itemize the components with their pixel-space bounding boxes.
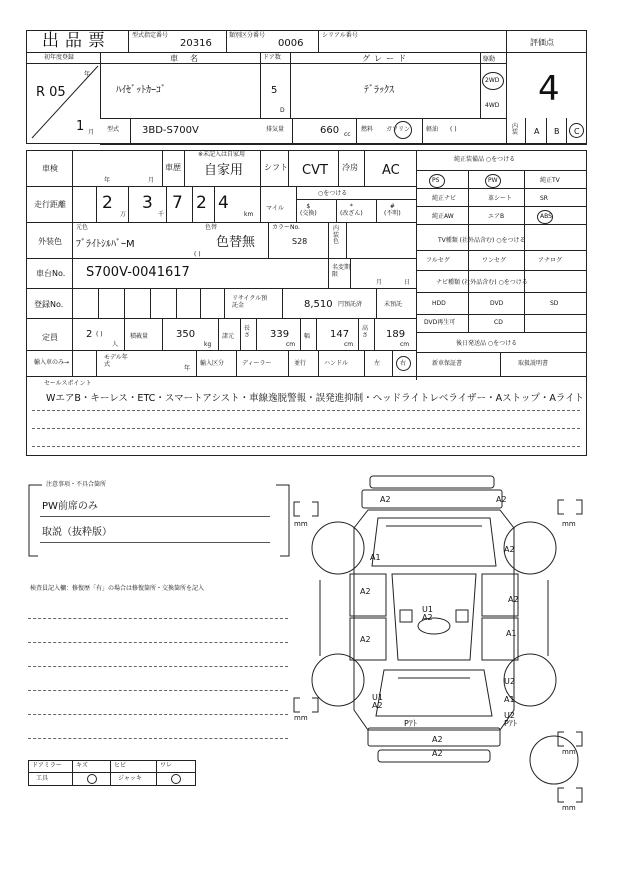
class-value: 0006	[278, 38, 304, 49]
legend-header-2: ヒビ	[114, 762, 127, 769]
drive-4wd: 4WD	[485, 102, 500, 109]
type-value: 3BD-S700V	[142, 125, 199, 136]
notes-bracket	[28, 481, 290, 558]
displacement-label: 排気量	[266, 126, 285, 133]
month-value: 1	[76, 119, 85, 134]
history-value: 自家用	[204, 163, 244, 178]
docs-item-0: 新車保証書	[432, 360, 463, 367]
year-unit: 年	[84, 71, 91, 78]
chassis-value: S700V-0041617	[86, 265, 190, 280]
height-value: 189	[386, 329, 406, 340]
diagram-label-13: A1	[504, 695, 515, 704]
tv-item-2: アナログ	[538, 257, 563, 264]
orig-color-value: ﾌﾞﾗｲﾄｼﾙﾊﾞｰM	[76, 239, 135, 250]
equipment-title: 純正装備品 ○をつける	[454, 156, 516, 163]
width-value: 147	[330, 329, 350, 340]
handle-right: 右	[400, 360, 407, 367]
nav-title: ナビ種類 (社外品含む) ○をつける	[436, 279, 528, 286]
paint-label: 色替	[205, 224, 218, 231]
height-label: 高さ	[362, 325, 369, 340]
load-value: 350	[176, 329, 196, 340]
mm-label-1: mm	[562, 520, 576, 528]
fuel-label: 燃料	[361, 126, 374, 133]
handle-right-circle	[396, 356, 411, 371]
diagram-label-2: A1	[370, 553, 381, 562]
notes-label: 注意事項・不具合箇所	[46, 481, 107, 488]
width-unit: cm	[344, 341, 354, 348]
fuel-gas: ガソリン	[386, 126, 411, 133]
diagram-label-5: A2	[508, 595, 519, 604]
displacement-value: 660	[320, 125, 340, 136]
legend-header-0: ドアミラー	[32, 762, 62, 769]
sales-point-text: WエアB・キーレス・ETC・スマートアシスト・車線逸脱警報・誤発進抑制・ヘッドライトレベライザー・Aストップ・Aライト	[46, 393, 585, 404]
inspection-year: 年	[104, 177, 111, 184]
recycle-unpaid: 未預託	[384, 301, 403, 308]
equipment-item-3: 純正ナビ	[432, 195, 457, 202]
mile-label: マイル	[266, 205, 284, 212]
length-label: 長さ	[244, 325, 251, 340]
height-unit: cm	[400, 341, 410, 348]
diagram-label-10: U1	[372, 693, 383, 702]
color-no-label: カラーNo.	[272, 224, 300, 231]
nav-item-2: SD	[550, 300, 559, 307]
import-type-label: 輸入区分	[200, 360, 225, 367]
fuel-diesel: 軽油	[426, 126, 439, 133]
capacity-extra: ( )	[96, 331, 103, 338]
nav-extra-0: DVD再生可	[424, 319, 456, 326]
equipment-item-2: 純正TV	[540, 177, 560, 184]
circle-note: ○をつける	[318, 190, 348, 197]
diagram-label-14: U2	[504, 711, 515, 720]
chassis-label: 車台No.	[36, 269, 66, 278]
class-label: 類別区分番号	[229, 32, 266, 39]
mileage-unit: km	[244, 211, 254, 218]
nav-item-1: DVD	[490, 300, 504, 307]
doors-sub: D	[280, 107, 285, 114]
month-unit: 月	[88, 129, 95, 136]
equipment-item-1: PW	[488, 177, 498, 184]
docs-item-1: 取扱説明書	[518, 360, 549, 367]
drive-2wd: 2WD	[485, 77, 500, 84]
car-diagram	[286, 470, 592, 820]
fuel-other: ( )	[450, 126, 457, 133]
nav-extra-1: CD	[494, 319, 503, 326]
inspection-month: 月	[148, 177, 155, 184]
equipment-item-0-circle	[429, 174, 445, 188]
inspection-label: 車検	[42, 164, 58, 173]
docs-title: 後日発送品 ○をつける	[456, 340, 518, 347]
diagram-label-17: A2	[432, 735, 443, 744]
equipment-item-6: 純正AW	[432, 213, 454, 220]
reg-no-label: 登録No.	[34, 300, 64, 309]
diagram-label-7: U1	[422, 605, 433, 614]
diagram-label-6: A2	[360, 635, 371, 644]
nameplate-day: 日	[404, 279, 411, 286]
mileage-label: 走行距離	[34, 200, 66, 209]
mm-label-2: mm	[294, 714, 308, 722]
interior-label: 内装	[512, 123, 519, 136]
capacity-unit: 人	[112, 341, 119, 348]
model-year-unit: 年	[184, 365, 191, 372]
diagram-label-12: U2	[504, 677, 515, 686]
shift-value: CVT	[302, 163, 328, 178]
history-label: 車歴	[165, 163, 181, 172]
recycle-value: 8,510	[304, 299, 333, 310]
drive-label: 駆動	[483, 56, 496, 63]
interior-c: C	[574, 127, 580, 136]
capacity-value: 2	[86, 329, 93, 340]
equipment-item-5: SR	[540, 195, 548, 202]
orig-color-label: 元色	[76, 224, 89, 231]
load-label: 積載量	[130, 333, 149, 340]
legend-row-0: 工具	[36, 775, 49, 782]
era-year-value: R 05	[36, 85, 66, 100]
car-name-label: 車名	[170, 54, 210, 63]
diagram-label-4: A2	[360, 587, 371, 596]
dims-label: 諸元	[222, 333, 235, 340]
mileage-d4: 2	[196, 193, 207, 213]
model-spec-value: 20316	[180, 38, 212, 49]
mileage-d5: 4	[218, 193, 229, 213]
unknown-option: # (不明)	[384, 203, 401, 218]
grade-value: ﾃﾞﾗｯｸｽ	[364, 85, 394, 96]
ac-value: AC	[382, 163, 400, 178]
altered-option: * (改ざん)	[340, 203, 363, 218]
rating-label: 評価点	[530, 38, 554, 47]
sales-point-label: セールスポイント	[44, 380, 92, 387]
mileage-u2: 千	[158, 211, 165, 218]
diagram-label-3: A2	[504, 545, 515, 554]
diagram-label-16: Pｱﾄ	[504, 719, 517, 728]
interior-a: A	[534, 127, 540, 136]
paint-paren: ( )	[194, 251, 201, 258]
equipment-item-4: 革シート	[488, 195, 513, 202]
diagram-label-11: A2	[372, 701, 383, 710]
history-note: ※未記入は自家用	[198, 151, 246, 158]
legend-mark-0	[87, 774, 97, 784]
tv-item-1: ワンセグ	[482, 257, 507, 264]
capacity-label: 定員	[42, 333, 58, 342]
equipment-item-7: エアB	[488, 213, 505, 220]
equipment-item-8: ABS	[540, 213, 552, 220]
interior-color-label: 内装色	[333, 225, 340, 246]
interior-c-circle	[569, 123, 584, 138]
handle-label: ハンドル	[324, 360, 349, 367]
form-title: 出品票	[42, 31, 111, 51]
mm-label-4: mm	[562, 804, 576, 812]
replaced-option: $ (交換)	[300, 203, 317, 218]
rating-value: 4	[538, 69, 560, 109]
length-unit: cm	[286, 341, 296, 348]
tv-item-0: フルセグ	[426, 257, 450, 264]
equipment-item-0: PS	[432, 177, 440, 184]
recycle-unit: 円預託済	[338, 301, 363, 308]
displacement-unit: cc	[344, 131, 351, 138]
width-label: 幅	[304, 333, 311, 340]
first-reg-label: 初年度登録	[44, 54, 75, 61]
length-value: 339	[270, 329, 290, 340]
diagram-label-1: A2	[496, 495, 507, 504]
notes-line2: 取説（抜粋版）	[42, 527, 112, 538]
fuel-gas-circle	[394, 121, 412, 139]
diagram-label-9: A1	[506, 629, 517, 638]
interior-b: B	[554, 127, 560, 136]
parallel-option: 並行	[294, 360, 307, 367]
nav-item-0: HDD	[432, 300, 446, 307]
doors-value: 5	[271, 85, 278, 96]
diagram-label-8: A2	[422, 613, 433, 622]
mm-label-3: mm	[562, 748, 576, 756]
notes-line1: PW前席のみ	[42, 501, 98, 512]
equipment-item-8-circle	[537, 210, 553, 224]
diagram-label-18: A2	[432, 749, 443, 758]
paint-value: 色替無	[216, 235, 256, 250]
diagram-label-0: A2	[380, 495, 391, 504]
mileage-d1: 2	[102, 193, 113, 213]
shift-label: シフト	[264, 163, 288, 172]
mileage-d3: 7	[172, 193, 183, 213]
doors-label: ドア数	[263, 54, 281, 61]
type-label: 型式	[107, 126, 120, 133]
model-year-label: モデル年式	[104, 354, 128, 369]
mileage-d2: 3	[142, 193, 153, 213]
grade-label: グレード	[362, 54, 410, 63]
nameplate-label: 名変期限	[332, 264, 351, 279]
color-no-value: S28	[292, 237, 308, 246]
handle-left: 左	[374, 360, 381, 367]
car-name-value: ﾊｲｾﾞｯﾄｶｰｺﾞ	[116, 85, 166, 96]
ac-label: 冷房	[342, 163, 358, 172]
equipment-item-1-circle	[485, 174, 501, 188]
mm-label-0: mm	[294, 520, 308, 528]
legend-row-2: ジャッキ	[118, 775, 142, 782]
legend-mark-1	[171, 774, 181, 784]
tv-title: TV種類 (社外品含む) ○をつける	[438, 237, 526, 244]
diagram-label-15: Pｱﾄ	[404, 719, 417, 728]
dealer-option: ディーラー	[242, 360, 272, 367]
serial-label: シリアル番号	[322, 32, 358, 39]
mileage-u1: 万	[120, 211, 127, 218]
legend-header-1: キズ	[76, 762, 88, 769]
recycle-label: リサイクル預託金	[232, 295, 268, 310]
color-label: 外装色	[38, 237, 62, 246]
inspector-label: 検査員記入欄：修復歴「有」の場合は修復箇所・交換箇所を記入	[30, 585, 205, 592]
model-spec-label: 型式指定番号	[132, 32, 169, 39]
import-label: 輸入車のみ→	[34, 359, 70, 366]
legend-header-3: ワレ	[160, 762, 173, 769]
nameplate-month: 月	[376, 279, 383, 286]
load-unit: kg	[204, 341, 212, 348]
